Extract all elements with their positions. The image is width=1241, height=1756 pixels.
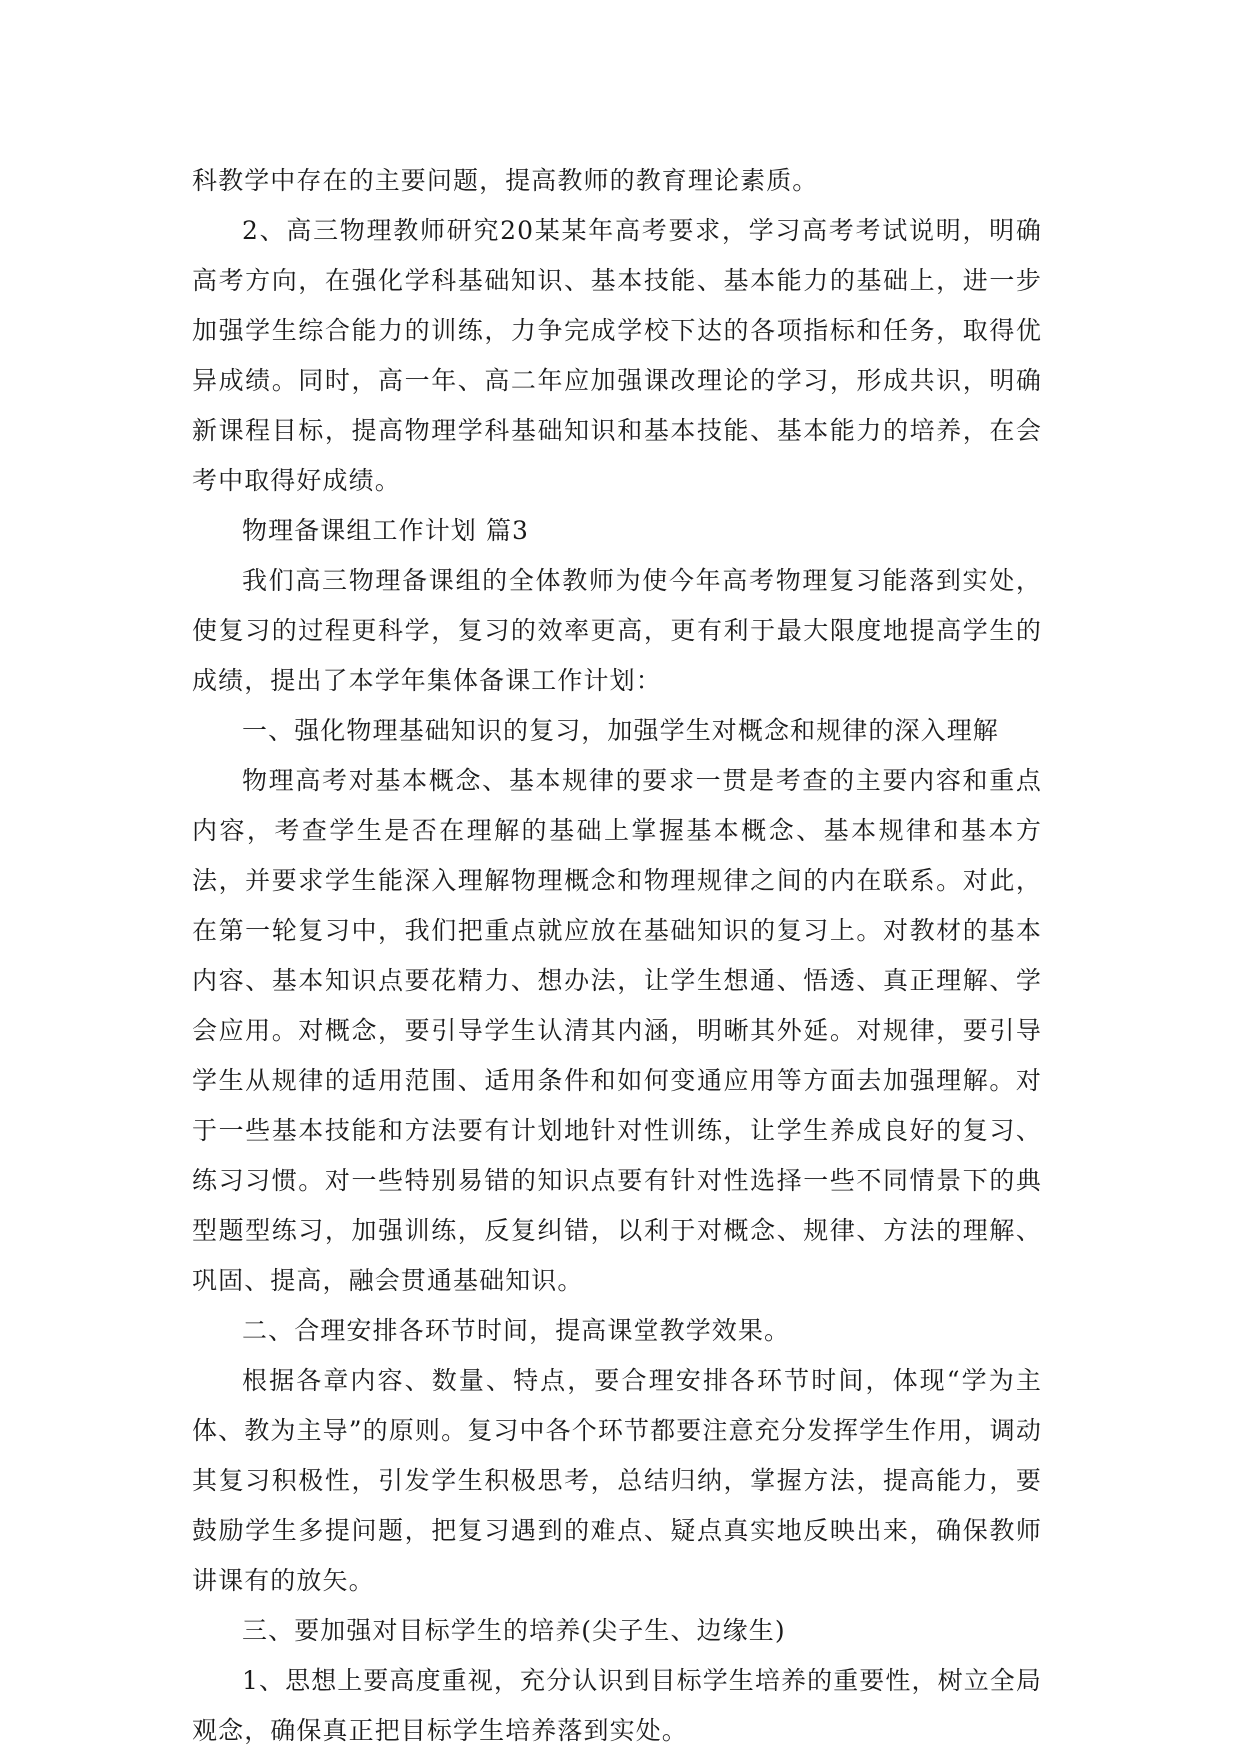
paragraph-part-2-body: 根据各章内容、数量、特点，要合理安排各环节时间，体现“学为主体、教为主导”的原则。复习中各个环节都要注意充分发挥学生作用，调动其复习积极性，引发学生积极思考，总结归纳，掌握方法，提高能力，要鼓励学生多提问题，把复习遇到的难点、疑点真实地反映出来，确保教师讲课有的放矢。 [192,1366,1042,1595]
paragraph-item-2: 2、高三物理教师研究20某某年高考要求，学习高考考试说明，明确高考方向，在强化学科基础知识、基本技能、基本能力的基础上，进一步加强学生综合能力的训练，力争完成学校下达的各项指标和任务，取得优异成绩。同时，高一年、高二年应加强课改理论的学习，形成共识，明确新课程目标，提高物理学科基础知识和基本技能、基本能力的培养，在会考中取得好成绩。 [192,216,1042,495]
heading-part-3: 三、要加强对目标学生的培养(尖子生、边缘生) [242,1616,786,1645]
heading-part-1: 一、强化物理基础知识的复习，加强学生对概念和规律的深入理解 [242,716,999,745]
document-body [192,156,1042,1756]
paragraph-part-3-item-1: 1、思想上要高度重视，充分认识到目标学生培养的重要性，树立全局观念，确保真正把目标学生培养落到实处。 [192,1666,1043,1745]
paragraph-plan-intro: 我们高三物理备课组的全体教师为使今年高考物理复习能落到实处，使复习的过程更科学，复习的效率更高，更有利于最大限度地提高学生的成绩，提出了本学年集体备课工作计划： [192,566,1042,695]
paragraph-part-1-body: 物理高考对基本概念、基本规律的要求一贯是考查的主要内容和重点内容，考查学生是否在理解的基础上掌握基本概念、基本规律和基本方法，并要求学生能深入理解物理概念和物理规律之间的内在联系。对此，在第一轮复习中，我们把重点就应放在基础知识的复习上。对教材的基本内容、基本知识点要花精力、想办法，让学生想通、悟透、真正理解、学会应用。对概念，要引导学生认清其内涵，明晰其外延。对规律，要引导学生从规律的适用范围、适用条件和如何变通应用等方面去加强理解。对于一些基本技能和方法要有计划地针对性训练，让学生养成良好的复习、练习习惯。对一些特别易错的知识点要有针对性选择一些不同情景下的典型题型练习，加强训练，反复纠错，以利于对概念、规律、方法的理解、巩固、提高，融会贯通基础知识。 [192,766,1042,1295]
section-heading-plan-3: 物理备课组工作计划 篇3 [242,516,530,545]
paragraph-intro-continuation: 科教学中存在的主要问题，提高教师的教育理论素质。 [192,166,819,195]
heading-part-2: 二、合理安排各环节时间，提高课堂教学效果。 [242,1316,791,1345]
